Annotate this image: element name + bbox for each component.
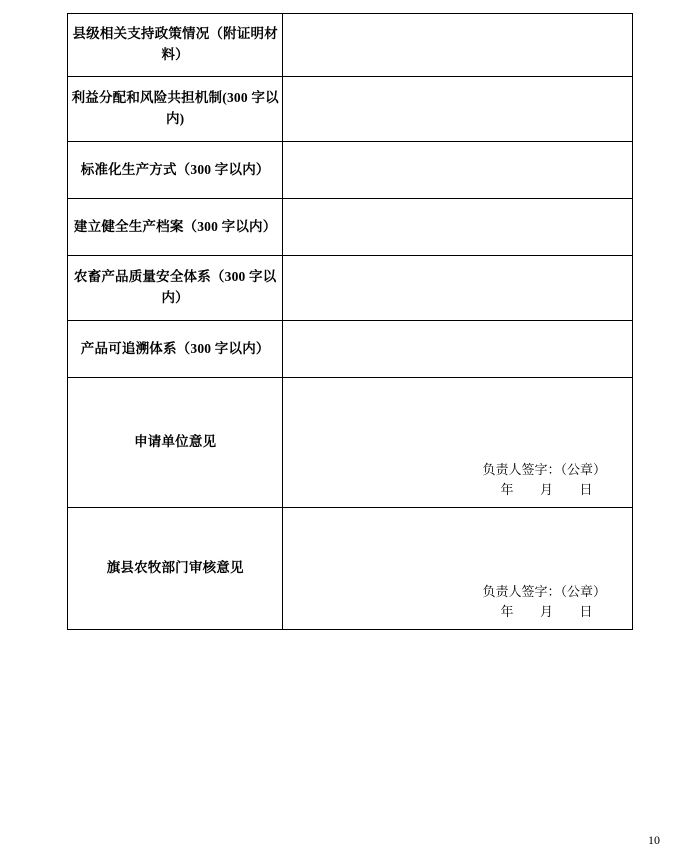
row-label: 标准化生产方式（300 字以内） xyxy=(68,142,283,199)
application-form-table xyxy=(67,13,633,630)
table-row xyxy=(68,378,633,508)
row-value[interactable] xyxy=(283,378,633,508)
row-label: 申请单位意见 xyxy=(68,378,283,508)
table-row xyxy=(68,256,633,321)
row-label: 农畜产品质量安全体系（300 字以内） xyxy=(68,256,283,321)
row-value[interactable] xyxy=(283,77,633,142)
row-value[interactable] xyxy=(283,142,633,199)
signature-block xyxy=(482,582,606,621)
row-value[interactable] xyxy=(283,321,633,378)
table-row xyxy=(68,77,633,142)
signature-date-line xyxy=(482,602,606,622)
page-number: 10 xyxy=(648,833,660,847)
table-row xyxy=(68,142,633,199)
row-label: 利益分配和风险共担机制(300 字以内) xyxy=(68,77,283,142)
signature-block xyxy=(482,460,606,499)
row-value[interactable] xyxy=(283,508,633,630)
row-value[interactable] xyxy=(283,199,633,256)
row-label: 产品可追溯体系（300 字以内） xyxy=(68,321,283,378)
year-label: 年 xyxy=(500,603,514,619)
row-value[interactable] xyxy=(283,14,633,77)
day-label: 日 xyxy=(579,481,594,497)
table-row xyxy=(68,14,633,77)
day-label: 日 xyxy=(579,603,594,619)
row-value[interactable] xyxy=(283,256,633,321)
table-row xyxy=(68,508,633,630)
month-label: 月 xyxy=(540,603,554,619)
year-label: 年 xyxy=(500,481,514,497)
row-label: 旗县农牧部门审核意见 xyxy=(68,508,283,630)
signature-label: 负责人签字：（公章） xyxy=(482,584,606,599)
row-label: 县级相关支持政策情况（附证明材料） xyxy=(68,14,283,77)
signature-date-line xyxy=(482,480,606,500)
table-row xyxy=(68,199,633,256)
table-row xyxy=(68,321,633,378)
signature-label: 负责人签字：（公章） xyxy=(482,462,606,477)
row-label: 建立健全生产档案（300 字以内） xyxy=(68,199,283,256)
month-label: 月 xyxy=(540,481,554,497)
